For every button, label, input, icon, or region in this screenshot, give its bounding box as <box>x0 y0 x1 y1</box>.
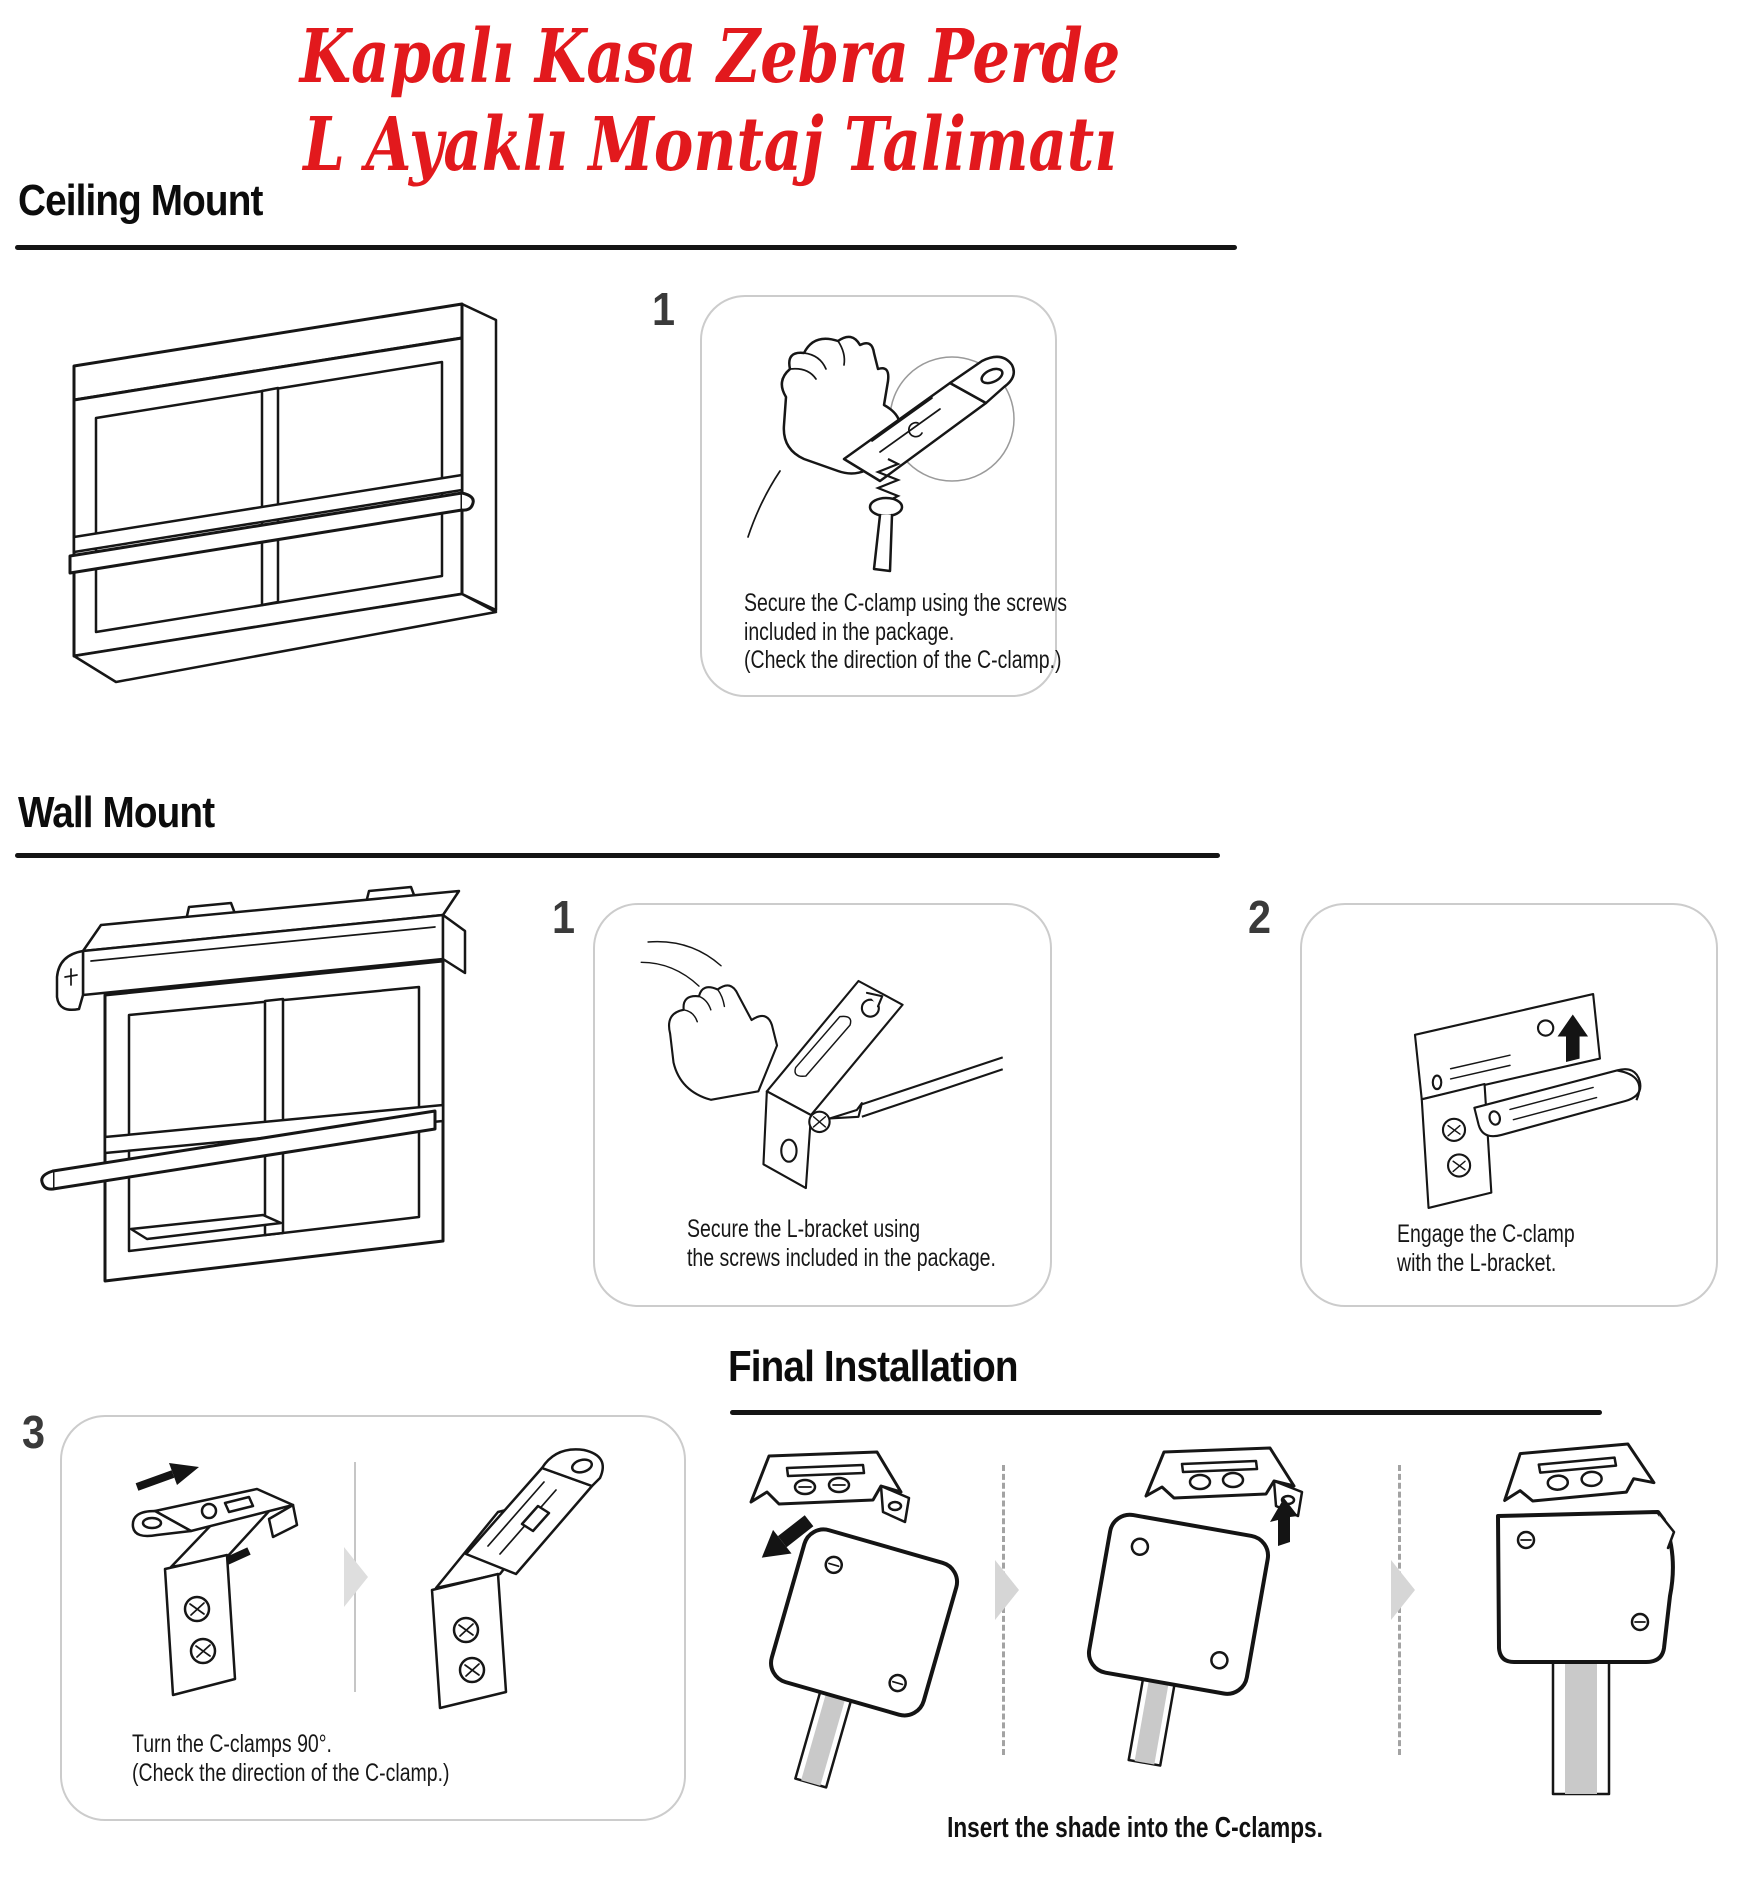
l-bracket-lower-plate <box>1422 1084 1492 1208</box>
screwdriver-shaft <box>860 1057 1003 1116</box>
final-image-2 <box>1068 1438 1328 1768</box>
c-clamp-screw-illustration <box>720 311 1030 586</box>
step3-result-illustration <box>402 1442 652 1712</box>
bracket-plate <box>165 1555 235 1695</box>
ceiling-section-rule <box>15 245 1237 250</box>
l-bracket-screw-illustration <box>607 925 1037 1205</box>
final-chevron-2 <box>1391 1560 1415 1620</box>
final-image-1 <box>735 1440 985 1795</box>
c-clamp <box>1146 1448 1302 1516</box>
final-image-3 <box>1468 1436 1698 1796</box>
shade-band <box>1565 1658 1597 1794</box>
final-section-rule <box>730 1410 1602 1415</box>
shade-cassette <box>742 1525 962 1807</box>
final-step3-box <box>60 1415 686 1821</box>
c-clamp <box>751 1452 909 1522</box>
screw-head <box>870 498 902 516</box>
wall-section-rule <box>15 853 1220 858</box>
wall-step2-caption: Engage the C-clamp with the L-bracket. <box>1397 1220 1575 1277</box>
screwdriver-tip <box>830 1103 862 1118</box>
ceiling-mount-heading: Ceiling Mount <box>18 176 263 225</box>
ceiling-step1-caption: Secure the C-clamp using the screws included in the package. (Check the direction of the C-clamp.) <box>744 589 1067 674</box>
c-clamp <box>1502 1443 1655 1503</box>
cassette-end-cap <box>57 951 83 1010</box>
shade-cassette <box>1072 1512 1272 1778</box>
window-reveal <box>462 304 496 610</box>
final-chevron-1 <box>995 1560 1019 1620</box>
window-mullion <box>265 999 283 1235</box>
window-mullion <box>262 388 278 605</box>
ceiling-step1-box <box>700 295 1067 697</box>
rotate-arrow-up <box>169 1463 199 1485</box>
wall-window-illustration <box>35 885 525 1325</box>
l-bracket-upper-arm <box>767 981 903 1115</box>
keyhole <box>1538 1020 1553 1035</box>
page-title-line2: L Ayaklı Montaj Talimatı <box>303 102 1117 188</box>
final-step3-caption: Turn the C-clamps 90°. (Check the direction of the C-clamp.) <box>132 1730 450 1787</box>
wall-step1-box <box>593 903 1052 1307</box>
wall-step1-number: 1 <box>552 891 576 943</box>
ceiling-step1-number: 1 <box>652 283 676 335</box>
screw-shaft <box>874 515 892 571</box>
final-installation-heading: Final Installation <box>728 1342 1018 1391</box>
c-clamp-l-bracket-illustration <box>1340 933 1680 1213</box>
step3-next-chevron <box>344 1547 368 1607</box>
step3-rotate-illustration <box>97 1447 337 1707</box>
wall-step2-number: 2 <box>1248 891 1272 943</box>
shade-cassette <box>1498 1512 1674 1794</box>
page-title-line1: Kapalı Kasa Zebra Perde <box>299 14 1121 100</box>
wall-step2-box <box>1300 903 1718 1307</box>
wall-mount-heading: Wall Mount <box>18 788 215 837</box>
final-caption: Insert the shade into the C-clamps. <box>947 1812 1323 1844</box>
final-step3-number: 3 <box>22 1406 46 1458</box>
wall-step1-caption: Secure the L-bracket using the screws included in the package. <box>687 1215 996 1272</box>
ceiling-window-illustration <box>58 294 518 719</box>
